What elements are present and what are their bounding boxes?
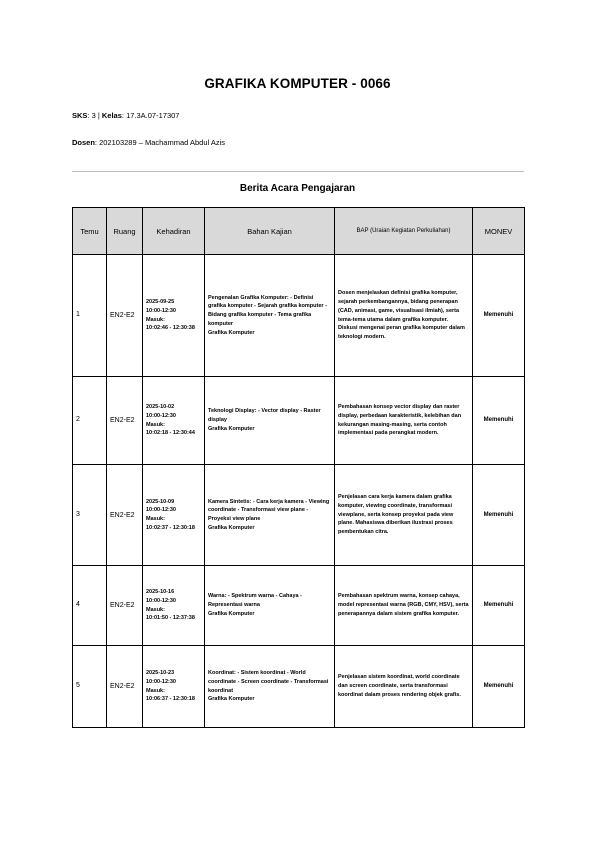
monev-cell: Memenuhi [473,377,525,465]
session-time: 10:00-12:30 [146,412,176,419]
meta-separator: | [95,111,102,120]
masuk-time: 10:01:50 - 12:37:38 [146,615,195,622]
temu-cell: 5 [73,646,107,728]
bahan-kajian-cell [205,646,335,728]
course-title: GRAFIKA KOMPUTER - 0066 [204,76,391,91]
dosen-label: Dosen [72,138,95,147]
temu-cell: 2 [73,377,107,465]
masuk-time: 10:02:46 - 12:30:38 [146,325,195,332]
table-row [73,377,525,465]
kehadiran-cell [143,566,205,646]
session-date: 2025-09-25 [146,299,175,306]
bahan-subject: Grafika Komputer [208,610,255,617]
bap-cell: Pembahasan konsep vector display dan raster display, perbedaan karakteristik, kelebihan dan kekurangan masing-masing, serta contoh implementasi pada perangkat modern. [335,377,473,465]
bahan-subject: Grafika Komputer [208,524,255,531]
teaching-report-table [72,207,525,728]
header-divider [72,171,524,172]
monev-cell: Memenuhi [473,465,525,566]
bahan-kajian-cell [205,377,335,465]
header-temu: Temu [73,208,107,255]
header-bap: BAP (Uraian Kegiatan Perkuliahan) [335,208,473,255]
session-date: 2025-10-09 [146,498,175,505]
ruang-cell: EN2-E2 [107,566,143,646]
ruang-cell: EN2-E2 [107,465,143,566]
table-row [73,566,525,646]
bahan-kajian-cell [205,566,335,646]
session-time: 10:00-12:30 [146,597,176,604]
table-header-row [73,208,525,255]
kehadiran-cell [143,646,205,728]
header-kehadiran: Kehadiran [143,208,205,255]
bap-cell: Penjelasan sistem koordinat, world coordinate dan screen coordinate, serta transformasi koordinat dalam proses rendering objek grafis. [335,646,473,728]
section-title: Berita Acara Pengajaran [239,183,356,194]
sks-label: SKS [72,111,88,120]
temu-cell: 4 [73,566,107,646]
bahan-subject: Grafika Komputer [208,329,255,336]
table-row [73,465,525,566]
bahan-kajian-text: Kamera Sintetis: - Cara kerja kamera - Viewing coordinate - Transformasi view plane - Proyeksi view plane [208,498,330,522]
bahan-kajian-text: Warna: - Spektrum warna - Cahaya - Representasi warna [208,593,302,609]
bap-cell: Dosen menjelaskan definisi grafika komputer, sejarah perkembangannya, bidang penerapan (CAD, animasi, game, visualisasi ilmiah), serta tema-tema utama dalam grafika komputer. Diskusi mengenai peran grafika komputer dalam teknologi modern. [335,255,473,377]
bahan-kajian-text: Pengenalan Grafika Komputer: - Definisi grafika komputer - Sejarah grafika komputer - Bidang grafika komputer - Tema grafika komputer [208,294,327,327]
header-monev: MONEV [473,208,525,255]
bahan-kajian-cell [205,465,335,566]
bahan-subject: Grafika Komputer [208,425,255,432]
lecturer-line [72,138,225,147]
table-row [73,255,525,377]
session-time: 10:00-12:30 [146,678,176,685]
session-date: 2025-10-23 [146,670,175,677]
bahan-kajian-text: Teknologi Display: - Vector display - Raster display [208,408,321,424]
session-time: 10:00-12:30 [146,307,176,314]
session-date: 2025-10-02 [146,404,175,411]
kehadiran-cell [143,255,205,377]
masuk-label: Masuk: [146,516,165,522]
sks-value: : 3 [87,111,96,120]
temu-cell: 3 [73,465,107,566]
ruang-cell: EN2-E2 [107,646,143,728]
masuk-label: Masuk: [146,421,165,428]
session-date: 2025-10-16 [146,589,175,596]
kelas-value: : 17.3A.07-17307 [121,111,180,120]
masuk-label: Masuk: [146,687,165,694]
header-ruang: Ruang [107,208,143,255]
monev-cell: Memenuhi [473,255,525,377]
masuk-time: 10:02:37 - 12:30:18 [146,524,195,531]
session-time: 10:00-12:30 [146,507,176,514]
monev-cell: Memenuhi [473,646,525,728]
masuk-label: Masuk: [146,316,165,323]
course-meta-line [72,111,179,120]
monev-cell: Memenuhi [473,566,525,646]
bahan-subject: Grafika Komputer [208,696,255,703]
ruang-cell: EN2-E2 [107,255,143,377]
bap-cell: Pembahasan spektrum warna, konsep cahaya, model representasi warna (RGB, CMY, HSV), serta penerapannya dalam sistem grafika komputer. [335,566,473,646]
table-row [73,646,525,728]
kehadiran-cell [143,377,205,465]
dosen-value: : 202103289 – Machammad Abdul Azis [94,138,226,147]
temu-cell: 1 [73,255,107,377]
masuk-time: 10:02:18 - 12:30:44 [146,430,195,437]
bahan-kajian-text: Koordinat: - Sistem koordinat - World coordinate - Screen coordinate - Transformasi koordinat [208,670,329,694]
header-bahan-kajian: Bahan Kajian [205,208,335,255]
kelas-label: Kelas [101,111,122,120]
kehadiran-cell [143,465,205,566]
ruang-cell: EN2-E2 [107,377,143,465]
masuk-time: 10:06:37 - 12:30:18 [146,696,195,703]
bap-cell: Penjelasan cara kerja kamera dalam grafika komputer, viewing coordinate, transformasi viewplane, serta konsep proyeksi pada view plane. Mahasiswa diberikan ilustrasi proses pembentukan citra. [335,465,473,566]
masuk-label: Masuk: [146,606,165,613]
bahan-kajian-cell [205,255,335,377]
